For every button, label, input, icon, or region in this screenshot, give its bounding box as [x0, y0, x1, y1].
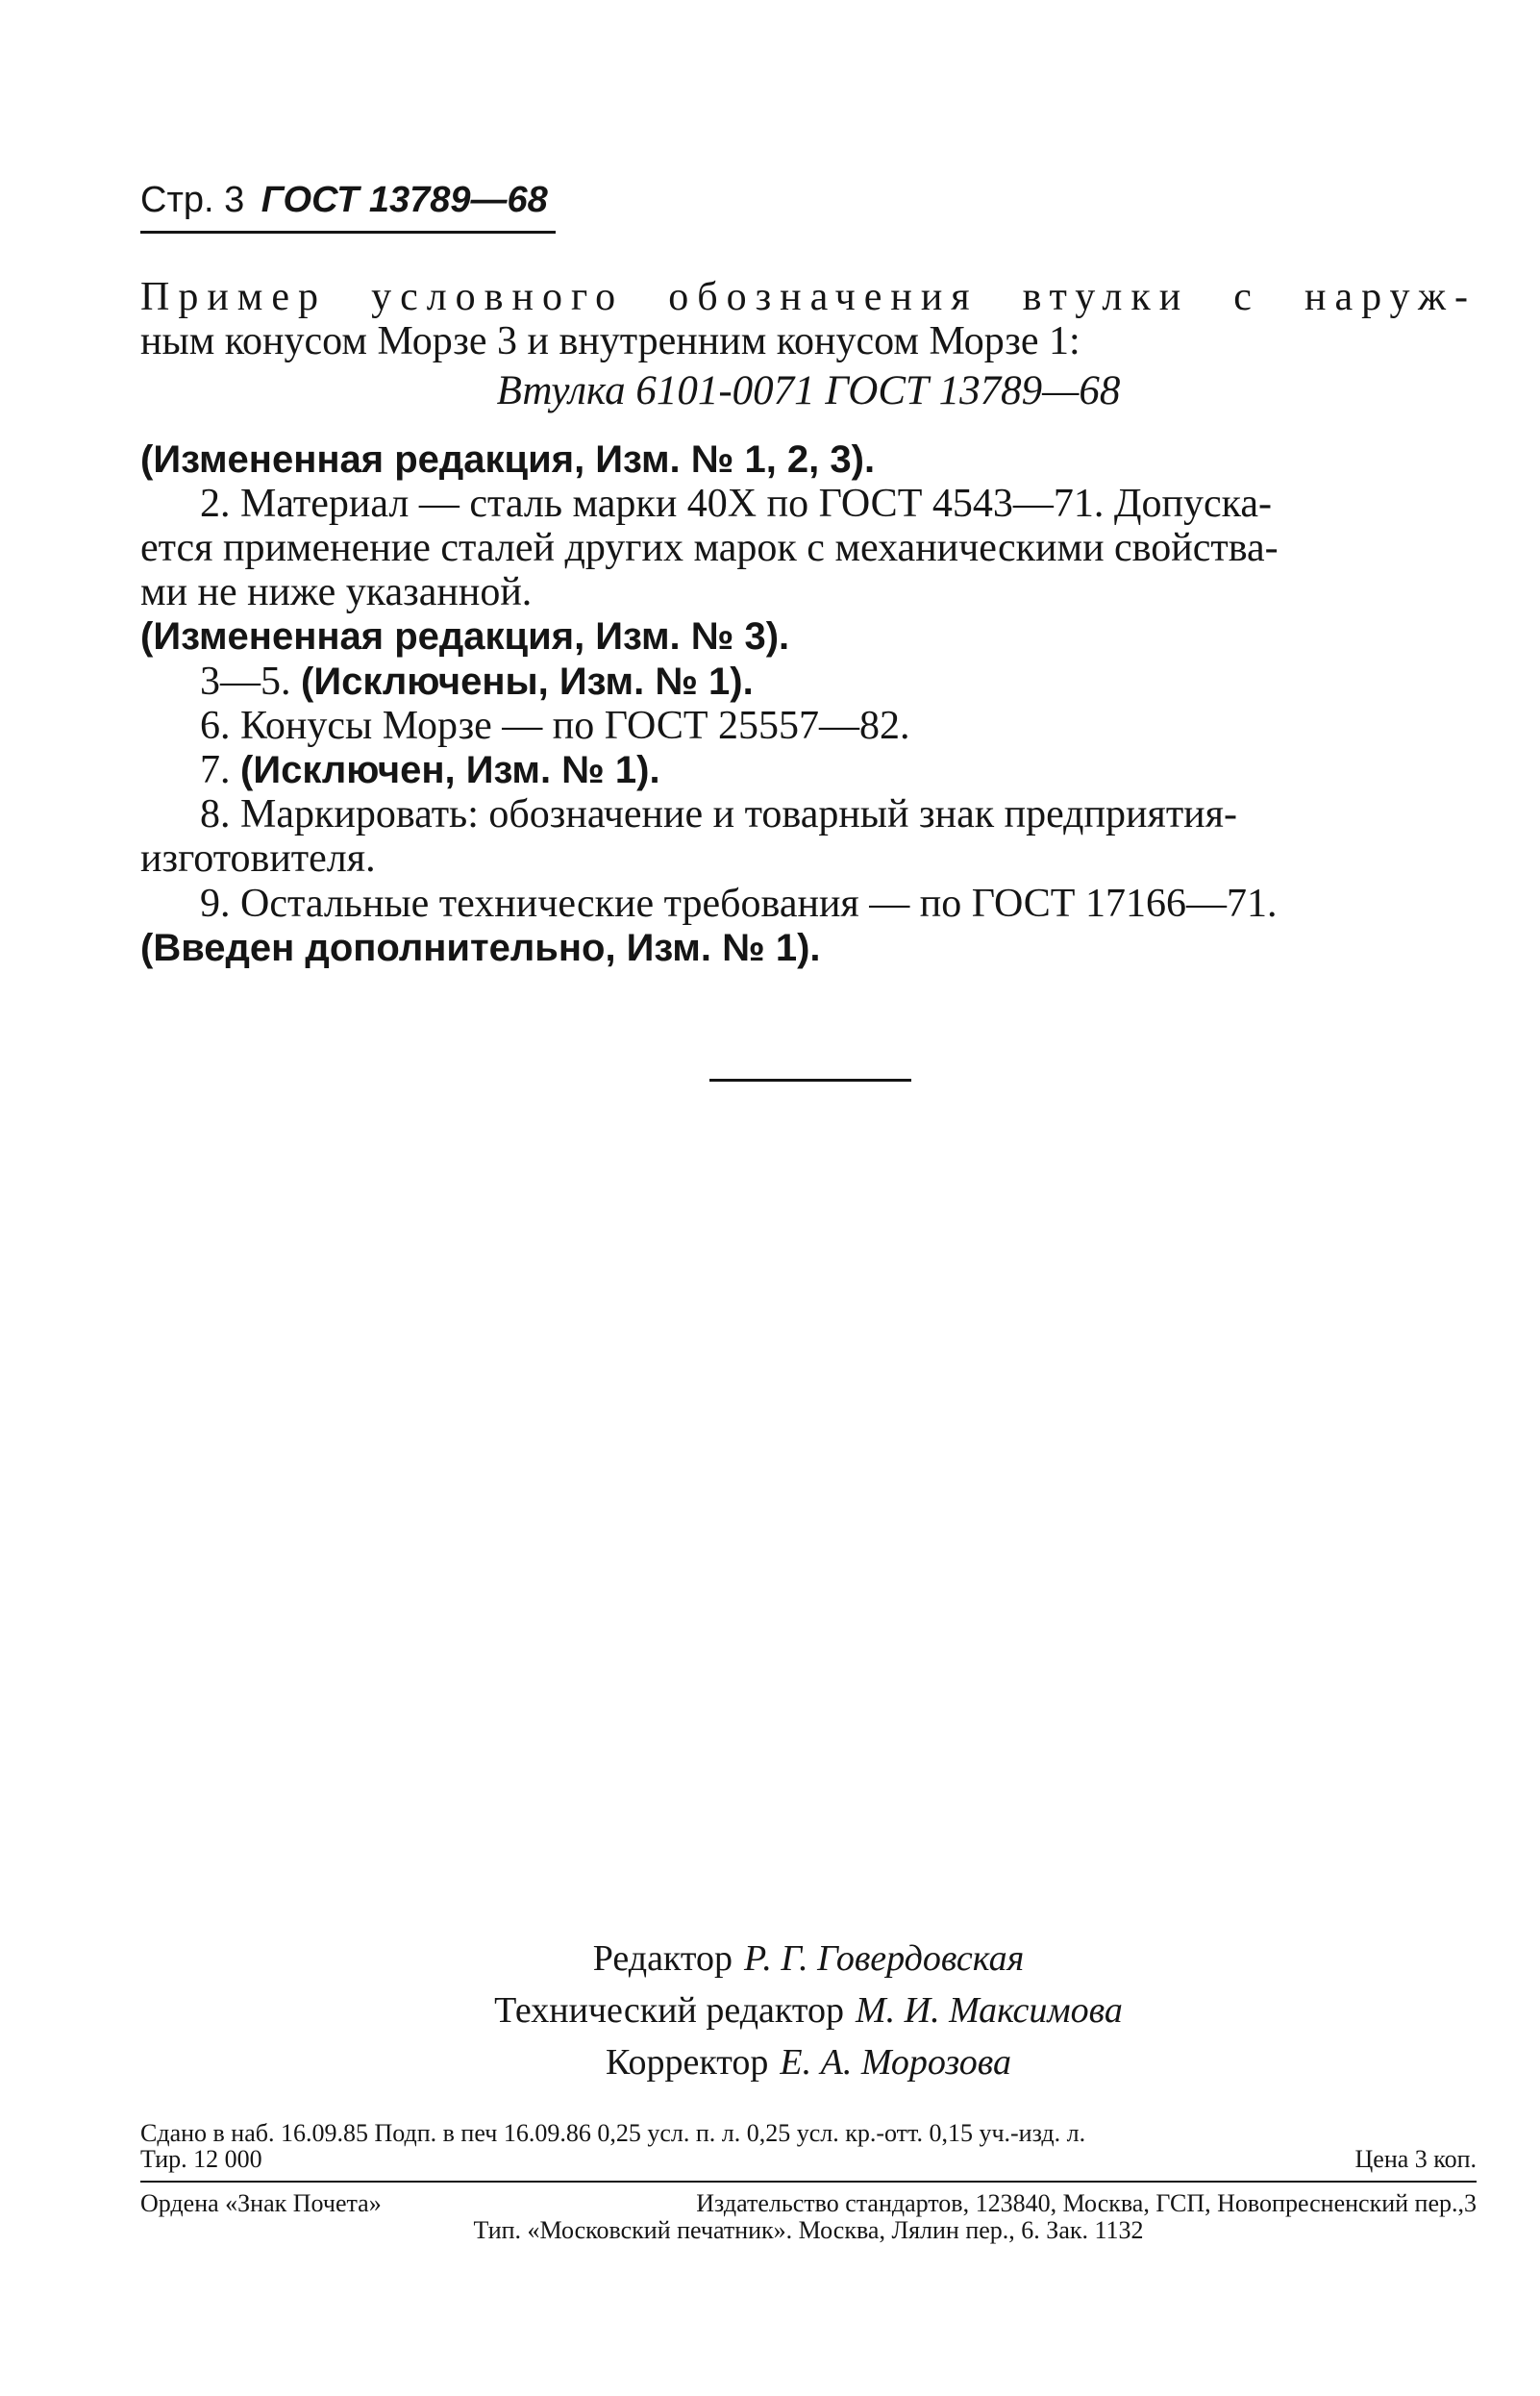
credits-block — [140, 1933, 1477, 2088]
clause-7-number: 7. — [200, 748, 231, 793]
editor-line — [140, 1933, 1477, 1984]
imprint-divider — [140, 2181, 1477, 2183]
page-number: Стр. 3 — [140, 180, 245, 220]
standard-designation: ГОСТ 13789—68 — [261, 180, 548, 220]
clause-3-5-note: (Исключены, Изм. № 1). — [301, 660, 754, 703]
tech-editor-name: М. И. Максимова — [855, 1990, 1123, 2031]
example-line-1: Пример условного обозначения втулки с наруж- — [140, 275, 1477, 319]
example-line-2: ным конусом Морзе 3 и внутренним конусом Морзе 1: — [140, 319, 1080, 364]
printer-line-2: Тип. «Московский печатник». Москва, Лялин пер., 6. Зак. 1132 — [473, 2216, 1144, 2244]
corrector-label: Корректор — [606, 2042, 769, 2083]
imprint-circulation: Тир. 12 000 — [140, 2145, 262, 2173]
imprint-price: Цена 3 коп. — [1354, 2145, 1477, 2173]
amendment-note-3: (Введен дополнительно, Изм. № 1). — [140, 926, 821, 969]
tech-editor-line — [140, 1984, 1477, 2036]
section-divider — [709, 1079, 911, 1082]
clause-3-5 — [140, 660, 1477, 704]
imprint-print-data: Сдано в наб. 16.09.85 Подп. в печ 16.09.86 0,25 усл. п. л. 0,25 усл. кр.-отт. 0,15 уч.-изд. л. — [140, 2119, 1086, 2147]
clause-7 — [140, 748, 1477, 792]
clause-2-line-1: 2. Материал — сталь марки 40Х по ГОСТ 4543—71. Допуска- — [200, 481, 1273, 526]
document-body — [140, 275, 1477, 970]
clause-7-note: (Исключен, Изм. № 1). — [240, 749, 660, 792]
corrector-name: Е. А. Морозова — [780, 2042, 1011, 2083]
editor-label: Редактор — [592, 1938, 733, 1979]
designation-example: Втулка 6101-0071 ГОСТ 13789—68 — [496, 368, 1121, 414]
clause-3-5-number: 3—5. — [200, 659, 291, 704]
tech-editor-label: Технический редактор — [494, 1990, 844, 2031]
printer-order: Ордена «Знак Почета» — [140, 2189, 382, 2217]
amendment-note-2: (Измененная редакция, Изм. № 3). — [140, 615, 790, 659]
amendment-note-1: (Измененная редакция, Изм. № 1, 2, 3). — [140, 437, 876, 481]
imprint-block — [140, 2120, 1477, 2172]
header-divider — [140, 231, 556, 234]
printer-line-1 — [140, 2190, 1477, 2217]
clause-9: 9. Остальные технические требования — по ГОСТ 17166—71. — [200, 881, 1278, 926]
editor-name: Р. Г. Говердовская — [744, 1938, 1025, 1979]
clause-8-line-1: 8. Маркировать: обозначение и товарный знак предприятия- — [200, 792, 1237, 837]
corrector-line — [140, 2036, 1477, 2088]
clause-2-line-2: ется применение сталей других марок с механическими свойства- — [140, 526, 1279, 571]
page-header — [140, 179, 548, 221]
imprint-line-2 — [140, 2146, 1477, 2172]
clause-2-line-3: ми не ниже указанной. — [140, 570, 533, 615]
printer-block — [140, 2190, 1477, 2244]
imprint-line-1 — [140, 2120, 1477, 2146]
printer-publisher: Издательство стандартов, 123840, Москва, ГСП, Новопресненский пер.,3 — [696, 2189, 1477, 2217]
clause-8-line-2: изготовителя. — [140, 836, 376, 882]
clause-6: 6. Конусы Морзе — по ГОСТ 25557—82. — [200, 703, 910, 748]
